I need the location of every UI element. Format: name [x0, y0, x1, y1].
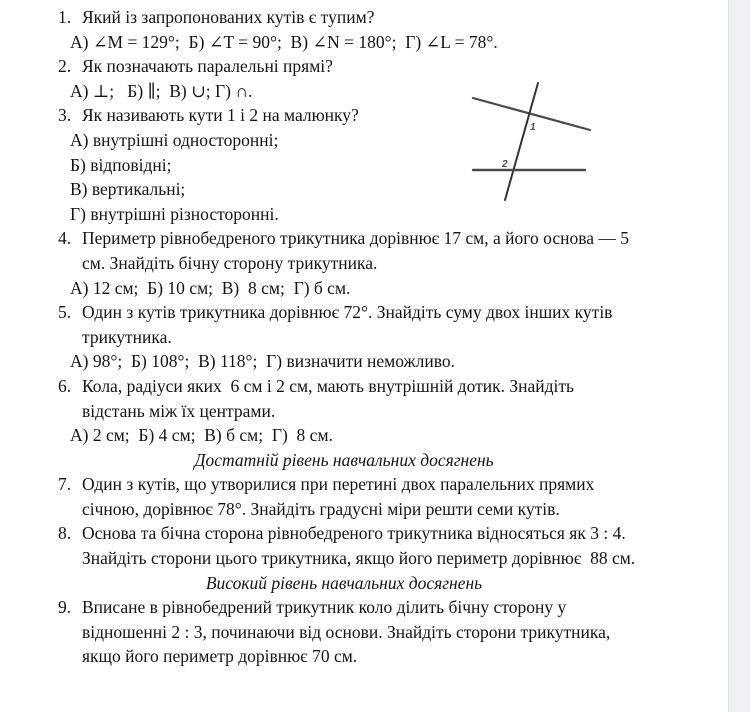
question-number: 7. [58, 474, 72, 495]
question-continuation-line: відстань між їх центрами. [82, 400, 276, 421]
question-line [58, 103, 728, 128]
question-continuation-line: відношенні 2 : 3, починаючи від основи. Знайдіть сторони трикутника, [82, 621, 611, 642]
section-header-high-level: Високий рівень навчальних досягнень [205, 572, 483, 593]
question-continuation-line: січною, дорівнює 78°. Знайдіть градусні міри решти семи кутів. [82, 498, 560, 519]
diagram-angle-label-1: 1 [530, 122, 536, 133]
option-line: В) вертикальні; [70, 179, 186, 200]
question-number: 3. [58, 105, 72, 126]
question-text: Периметр рівнобедреного трикутника дорівнює 17 см, а його основа — 5 [82, 228, 630, 249]
question-continuation-line: Знайдіть сторони цього трикутника, якщо його периметр дорівнює 88 см. [82, 548, 636, 569]
scan-edge-strip [728, 0, 750, 712]
question-line [58, 300, 728, 325]
question-line [58, 472, 728, 497]
question-text: Один з кутів трикутника дорівнює 72°. Знайдіть суму двох інших кутів [82, 302, 613, 323]
question-line [58, 54, 728, 79]
section-header-sufficient-level: Достатній рівень навчальних досягнень [194, 449, 494, 470]
question-number: 5. [58, 302, 72, 323]
question-continuation-line: якщо його периметр дорівнює 70 см. [82, 646, 358, 667]
question-text: Один з кутів, що утворилися при перетині двох паралельних прямих [82, 474, 595, 495]
question-line [58, 5, 728, 30]
option-line: Г) внутрішні різносторонні. [70, 203, 279, 224]
option-line: А) 98°; Б) 108°; В) 118°; Г) визначити неможливо. [70, 351, 455, 372]
angles-diagram [465, 70, 600, 210]
question-text: Основа та бічна сторона рівнобедреного трикутника відносяться як 3 : 4. [82, 523, 626, 544]
option-line: А) внутрішні односторонні; [70, 129, 279, 150]
question-line [58, 374, 728, 399]
question-line [58, 595, 728, 620]
question-text: Кола, радіуси яких 6 см і 2 см, мають внутрішній дотик. Знайдіть [82, 375, 575, 396]
question-number: 9. [58, 597, 72, 618]
question-number: 1. [58, 7, 72, 27]
option-line: А) ∠M = 129°; Б) ∠T = 90°; В) ∠N = 180°; Г) ∠L = 78°. [70, 31, 498, 52]
test-document [0, 5, 728, 669]
question-text: Як позначають паралельні прямі? [82, 56, 333, 77]
question-line [58, 226, 728, 251]
question-continuation-line: трикутника. [82, 326, 172, 347]
question-number: 6. [58, 375, 72, 396]
question-text: Вписане в рівнобедрений трикутник коло ділить бічну сторону у [82, 597, 567, 618]
question-line [58, 521, 728, 546]
question-number: 8. [58, 523, 72, 544]
question-continuation-line: см. Знайдіть бічну сторону трикутника. [82, 252, 378, 273]
question-text: Як називають кути 1 і 2 на малюнку? [82, 105, 359, 126]
diagram-angle-label-2: 2 [502, 159, 508, 170]
option-line: Б) відповідні; [70, 154, 172, 175]
question-number: 2. [58, 56, 72, 77]
question-number: 4. [58, 228, 72, 249]
option-line: А) 12 см; Б) 10 см; В) 8 см; Г) б см. [70, 277, 351, 298]
diagram-transversal-line [505, 83, 538, 200]
option-line: А) ⊥; Б) ∥; В) ∪; Г) ∩. [70, 80, 253, 101]
question-text: Який із запропонованих кутів є тупим? [82, 7, 375, 27]
option-line: А) 2 см; Б) 4 см; В) б см; Г) 8 см. [70, 425, 333, 446]
